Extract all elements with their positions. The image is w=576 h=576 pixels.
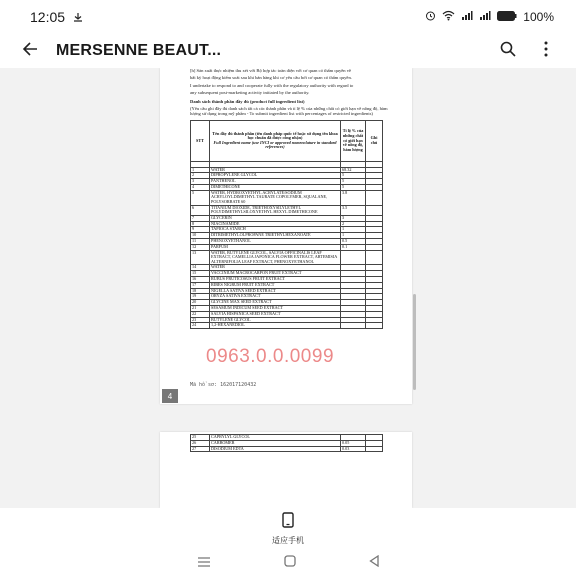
table-row — [191, 446, 383, 452]
arrow-left-icon — [22, 41, 38, 62]
ingredient-table-2-body — [191, 435, 383, 452]
intro-line: any subsequent post-marketing activity initiated by the authority. — [190, 90, 310, 96]
intro-line: bất kỳ hoạt động kiểm soát sau khi bán hàng khi cơ yêu cầu bởi cơ quan có thẩm quyền. — [190, 75, 352, 81]
row-stt: 6 — [191, 205, 210, 215]
row-stt: 7 — [191, 215, 210, 221]
alarm-icon — [425, 10, 436, 24]
row-stt: 18 — [191, 288, 210, 294]
menu-icon[interactable] — [197, 554, 211, 572]
row-stt: 20 — [191, 300, 210, 306]
row-percent: 2 — [341, 221, 366, 227]
row-stt: 11 — [191, 238, 210, 244]
table-row — [191, 323, 383, 329]
row-percent: 3 — [341, 215, 366, 221]
status-bar — [0, 0, 576, 34]
row-ingredient-name: RIBES NIGRUM FRUIT EXTRACT — [210, 282, 341, 288]
system-nav-bar — [0, 550, 576, 576]
row-stt: 24 — [191, 323, 210, 329]
row-ingredient-name: ORYZA SATIVA EXTRACT — [210, 294, 341, 300]
intro-line: I undertake to respond to and cooperate fully with the regulatory authority with regard to — [190, 82, 354, 88]
row-ingredient-name: BUTYLENE GLYCOL — [210, 317, 341, 323]
row-ingredient-name: WATER, HYDROXYETHYL ACRYLATE/SODIUM ACRYLOYLDIMETHYL TAURATE COPOLYMER, SQUALANE, POLYSORBATE 60 — [210, 190, 341, 205]
section-description — [190, 106, 392, 117]
intro-line: [h] Sản xuất thực nhiệm thu xét với Bộ hợp tác toàn diện với cơ quan có thẩm quyền về — [190, 68, 352, 73]
row-stt: 19 — [191, 294, 210, 300]
section-desc-line: nồng độ, hàm lượng sử dụng trong mỹ phẩm - To submit ingredient list with percentages of — [190, 106, 388, 117]
row-note — [366, 323, 383, 329]
battery-icon — [497, 10, 517, 24]
row-note — [366, 250, 383, 265]
wifi-icon — [442, 10, 455, 24]
row-ingredient-name: CARBOMER — [210, 440, 341, 446]
row-ingredient-name: DITRIMETHYLOLPROPANE TRIETHYLHEXANOATE — [210, 233, 341, 239]
row-ingredient-name: DIPROPYLENE GLYCOL — [210, 173, 341, 179]
page-text — [160, 68, 412, 117]
row-ingredient-name: GLYCERIN — [210, 215, 341, 221]
fit-label: 适应手机 — [272, 536, 304, 545]
row-stt: 23 — [191, 317, 210, 323]
row-percent: 3.8 — [341, 190, 366, 205]
ingredient-table-wrap — [160, 117, 412, 329]
row-ingredient-name: 1,2-HEXANEDIOL — [210, 323, 341, 329]
phone-fit-icon — [282, 512, 294, 533]
more-vertical-icon — [543, 41, 549, 62]
row-ingredient-name: WATER — [210, 265, 341, 271]
row-stt: 27 — [191, 446, 210, 452]
row-ingredient-name: WATER, BUTYLENE GLYCOL, SALVIA OFFICINALIS LEAF EXTRACT, CAMELLIA JAPONICA FLOWER EXTRACT, ARTEMISIA ALTERNIFOLIA LEAF EXTRACT, PHENOXYETHANOL — [210, 250, 341, 265]
signal-icon-2 — [479, 10, 491, 24]
row-stt: 25 — [191, 435, 210, 441]
row-percent: 0.03 — [341, 446, 366, 452]
ingredient-table-2 — [190, 434, 383, 452]
row-stt: 5 — [191, 190, 210, 205]
row-note — [366, 190, 383, 205]
row-percent: 0.05 — [341, 440, 366, 446]
row-percent: 1 — [341, 233, 366, 239]
scrollbar[interactable] — [413, 294, 416, 390]
row-ingredient-name: DIMETHICONE — [210, 185, 341, 191]
row-stt: 3 — [191, 179, 210, 185]
header-name — [210, 120, 341, 161]
row-ingredient-name: PANTHENOL — [210, 179, 341, 185]
ingredient-table-2-wrap — [160, 432, 412, 452]
ingredient-table-body — [191, 167, 383, 328]
battery-percent: 100% — [523, 10, 554, 24]
table-row — [191, 190, 383, 205]
row-ingredient-name: TITANIUM DIOXIDE, TRIETHOXYSILYLETHYL POLYDIMETHYLSILOXYETHYL HEXYL DIMETHICONE — [210, 205, 341, 215]
search-button[interactable] — [494, 37, 522, 65]
section-heading: Danh sách thành phần đầy đủ (product full ingredient list) — [190, 98, 305, 104]
row-ingredient-name: SALVIA HISPANICA SEED EXTRACT — [210, 311, 341, 317]
row-stt: 2 — [191, 173, 210, 179]
page-indicator: 4 — [162, 389, 178, 403]
header-stt: STT — [191, 120, 210, 161]
more-options-button[interactable] — [532, 37, 560, 65]
row-ingredient-name: WATER — [210, 167, 341, 173]
row-stt: 21 — [191, 305, 210, 311]
table-row — [191, 205, 383, 215]
row-note — [366, 205, 383, 215]
document-viewer[interactable] — [0, 68, 576, 508]
signal-icon-1 — [461, 10, 473, 24]
section-desc-line: (Yêu cầu ghi đầy đủ danh sách tất cả các thành phần và tỉ lệ % của những chất có giới hạn về — [190, 106, 362, 112]
header-name-vi: Tên đầy đủ thành phần (tên danh pháp quốc tế hoặc sử dụng tên khoa học chuẩn đã được công nhận) — [212, 130, 338, 141]
phone-watermark: 0963.0.0.0099 — [206, 346, 335, 367]
row-ingredient-name: PHENOXYETHANOL — [210, 238, 341, 244]
row-stt: 16 — [191, 276, 210, 282]
row-stt: 13 — [191, 250, 210, 265]
header-note: Ghi chú — [366, 120, 383, 161]
header-pct: Tỉ lệ % của những chất có giới hạn về nồng độ, hàm lượng — [341, 120, 366, 161]
document-page-2 — [160, 432, 412, 508]
row-ingredient-name: RUBUS FRUTICOSUS FRUIT EXTRACT — [210, 276, 341, 282]
row-stt: 15 — [191, 271, 210, 277]
row-ingredient-name: VACCINIUM MACROCARPON FRUIT EXTRACT — [210, 271, 341, 277]
row-stt: 8 — [191, 221, 210, 227]
row-ingredient-name: NIACINAMIDE — [210, 221, 341, 227]
row-percent: 5 — [341, 179, 366, 185]
table-header-row — [191, 120, 383, 161]
row-percent — [341, 250, 366, 265]
row-stt: 4 — [191, 185, 210, 191]
document-title: MERSENNE BEAUT... — [56, 42, 222, 59]
row-ingredient-name: NIGELLA SATIVA SEED EXTRACT — [210, 288, 341, 294]
row-stt: 10 — [191, 233, 210, 239]
row-ingredient-name: PARFUM — [210, 244, 341, 250]
row-stt: 14 — [191, 265, 210, 271]
row-ingredient-name: GLYCINE MAX SEED EXTRACT — [210, 300, 341, 306]
row-stt: 22 — [191, 311, 210, 317]
row-ingredient-name: CAPRYLYL GLYCOL — [210, 435, 341, 441]
row-ingredient-name: DISODIUM EDTA — [210, 446, 341, 452]
ingredient-table — [190, 120, 383, 329]
row-percent: 5 — [341, 185, 366, 191]
download-icon — [73, 9, 83, 25]
row-note — [366, 446, 383, 452]
table-row — [191, 250, 383, 265]
row-percent: 68.32 — [341, 167, 366, 173]
row-stt: 17 — [191, 282, 210, 288]
row-ingredient-name: SESAMUM INDICUM SEED EXTRACT — [210, 305, 341, 311]
app-bar — [0, 34, 576, 68]
row-percent: 3.5 — [341, 205, 366, 215]
back-button[interactable] — [16, 37, 44, 65]
nav-back-icon[interactable] — [369, 554, 379, 572]
row-percent: 1 — [341, 227, 366, 233]
row-percent: 0.1 — [341, 244, 366, 250]
dossier-number: Mã hồ sơ: 162017120432 — [190, 382, 257, 388]
row-ingredient-name: TAPIOCA STARCH — [210, 227, 341, 233]
row-stt: 26 — [191, 440, 210, 446]
row-percent: 5 — [341, 173, 366, 179]
row-percent: 0.5 — [341, 238, 366, 244]
row-stt: 9 — [191, 227, 210, 233]
status-time: 12:05 — [30, 9, 66, 25]
row-stt: 1 — [191, 167, 210, 173]
row-stt: 12 — [191, 244, 210, 250]
header-name-en: Full Ingredient name (use INCI or approved nomenclature in standard references) — [213, 139, 337, 150]
home-icon[interactable] — [284, 554, 296, 572]
section-desc-line: restricted ingredients) — [332, 111, 373, 117]
row-percent — [341, 323, 366, 329]
fit-to-phone-button[interactable] — [0, 508, 576, 550]
search-icon — [500, 41, 516, 62]
